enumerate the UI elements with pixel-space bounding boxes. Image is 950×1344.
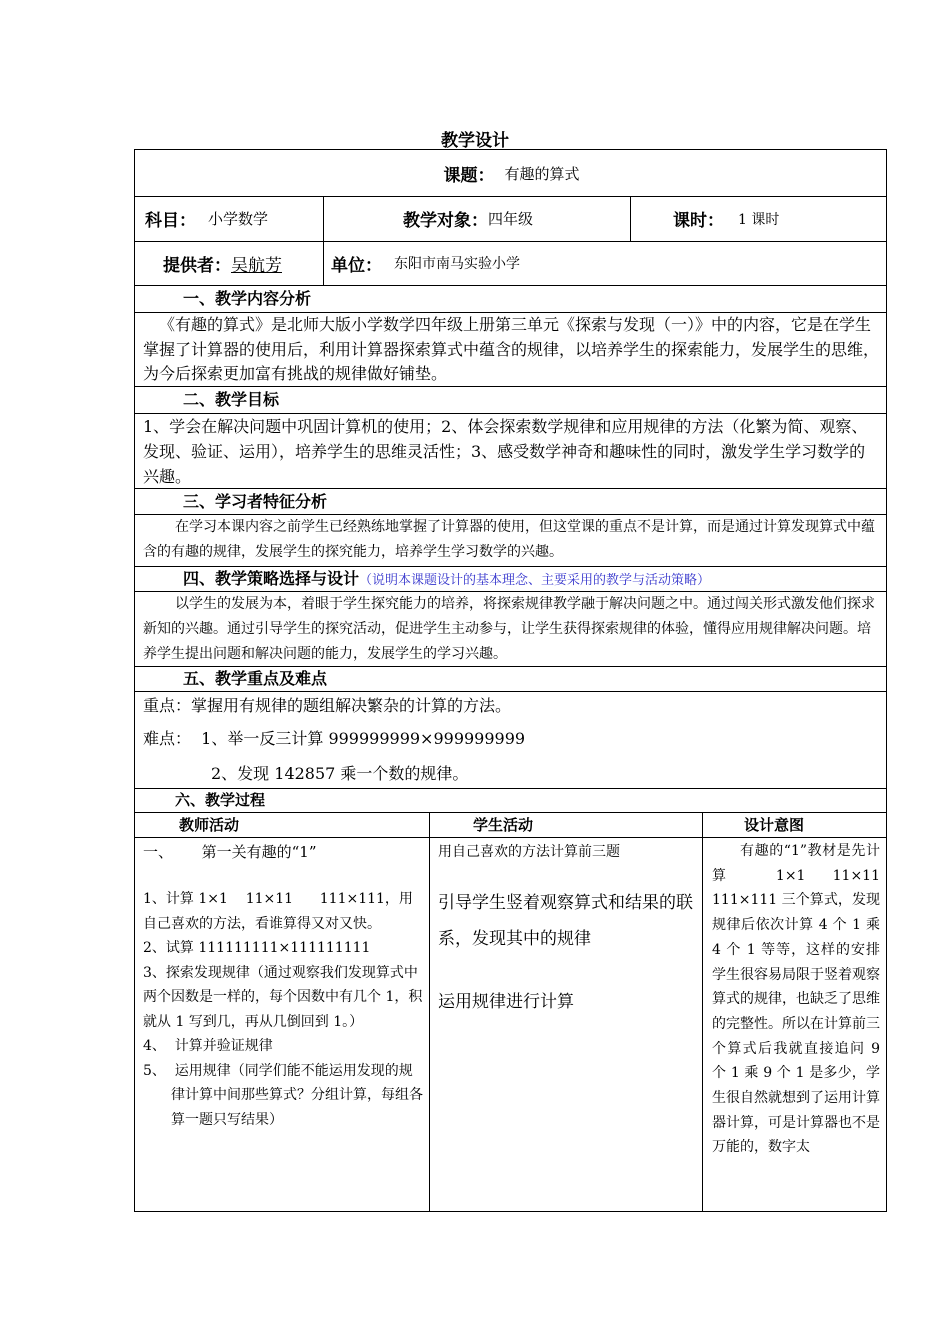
topic-value: 有趣的算式 (504, 164, 580, 183)
teacher-activity-header: 教师活动 (179, 816, 240, 834)
section-4-heading: 四、教学策略选择与设计 (183, 569, 360, 588)
section-4-note: （说明本课题设计的基本理念、主要采用的教学与活动策略） (359, 573, 711, 588)
design-intent-text: 有趣的“1”教材是先计算 1×1 11×11 111×111 三个算式，发现规律后依次计算 4 个 1 乘 4 个 1 等等，这样的安排学生很容易局限于竖着观察算式的规律，也缺乏了思维的完整性。所以在计算前三个算式后我就直接追问 9 个 1 乘 9 个 1 是多少，学生很自然就想到了运用计算器计算，可是计算器也不是万能的，数字太 (712, 843, 880, 1156)
subject-cell (145, 196, 323, 241)
section-3-body: 在学习本课内容之前学生已经熟练地掌握了计算器的使用，但这堂课的重点不是计算，而是通过计算发现算式中蕴含的有趣的规律，发展学生的探究能力，培养学生学习数学的兴趣。 (143, 519, 875, 560)
rule (135, 691, 886, 692)
teacher-step-1: 1、计算 1×1 11×11 111×111，用自己喜欢的方法，看谁算得又对又快。 (143, 891, 413, 932)
section-1-heading: 一、教学内容分析 (183, 289, 312, 308)
provider-cell (163, 241, 323, 285)
teacher-step-4: 4、 计算并验证规律 (143, 1038, 273, 1054)
student-activity-2: 引导学生竖着观察算式和结果的联系，发现其中的规律 (438, 893, 693, 949)
unit-value: 东阳市南马实验小学 (394, 256, 520, 272)
section-2-heading: 二、教学目标 (183, 390, 280, 409)
audience-cell (403, 196, 630, 241)
teacher-steps (143, 887, 425, 1132)
teacher-step-2: 2、试算 111111111×111111111 (143, 940, 371, 956)
section-3-heading: 三、学习者特征分析 (183, 492, 328, 511)
hours-label: 课时： (673, 211, 724, 231)
student-activity-header: 学生活动 (473, 816, 534, 834)
section-4-body: 以学生的发展为本，着眼于学生探究能力的培养，将探索规律教学融于解决问题之中。通过闯关形式激发他们探求新知的兴趣。通过引导学生的探究活动，促进学生主动参与，让学生获得探索规律的体验，懂得应用规律解决问题。培养学生提出问题和解决问题的能力，发展学生的学习兴趣。 (143, 596, 875, 662)
hours-value: 1 课时 (738, 211, 780, 228)
rule (429, 812, 430, 1212)
hours-cell (673, 196, 888, 241)
provider-value: 吴航芳 (231, 255, 282, 276)
unit-label: 单位： (331, 255, 382, 276)
section-6-heading: 六、教学过程 (175, 791, 266, 809)
topic-label: 课题： (443, 165, 495, 186)
design-intent-header: 设计意图 (744, 816, 805, 834)
subject-label: 科目： (145, 211, 196, 231)
section-5-heading: 五、教学重点及难点 (183, 669, 328, 688)
audience-label: 教学对象： (403, 211, 488, 231)
section-1-body: 《有趣的算式》是北师大版小学数学四年级上册第三单元《探索与发现（一）》中的内容，它是在学生掌握了计算器的使用后，利用计算器探索算式中蕴含的规律，以培养学生的探索能力，发展学生的思维，为今后探索更加富有挑战的规律做好铺垫。 (143, 315, 880, 383)
provider-label: 提供者： (163, 255, 231, 276)
audience-value: 四年级 (488, 210, 534, 228)
student-activity-3: 运用规律进行计算 (438, 992, 574, 1012)
rule (630, 196, 631, 241)
section-4-heading-row (183, 567, 710, 591)
difficulty-1: 难点： 1、举一反三计算 999999999×999999999 (143, 729, 526, 748)
unit-cell (331, 241, 888, 285)
section-2-body: 1、学会在解决问题中巩固计算机的使用；2、体会探索数学规律和应用规律的方法（化繁为简、观察、发现、验证、运用），培养学生的思维灵活性；3、感受数学神奇和趣味性的同时，激发学生学习数学的兴趣。 (143, 417, 868, 486)
teacher-step-3: 3、探索发现规律（通过观察我们发现算式中两个因数是一样的，每个因数中有几个 1，积就从 1 写到几，再从几倒回到 1。） (143, 964, 423, 1030)
student-activity-1: 用自己喜欢的方法计算前三题 (438, 844, 620, 860)
rule (702, 812, 703, 1212)
rule (323, 196, 324, 285)
teacher-step-5: 5、 运用规律（同学们能不能运用发现的规律计算中间那些算式？分组计算，每组各算一题只写结果） (143, 1062, 423, 1128)
document-title: 教学设计 (441, 131, 509, 151)
topic-row (135, 150, 888, 196)
subject-value: 小学数学 (208, 210, 269, 228)
teacher-stage-heading: 一、 第一关有趣的“1” (143, 843, 317, 861)
lesson-plan-table (134, 149, 887, 1212)
difficulty-2: 2、发现 142857 乘一个数的规律。 (211, 764, 469, 783)
key-point: 重点：掌握用有规律的题组解决繁杂的计算的方法。 (143, 696, 512, 715)
rule (135, 837, 886, 838)
